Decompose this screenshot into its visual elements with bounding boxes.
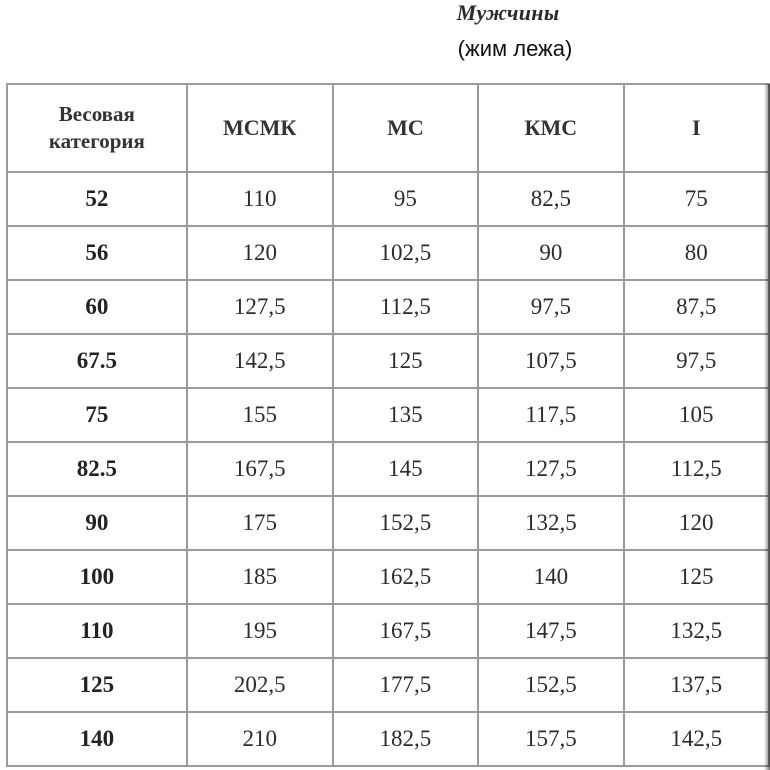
column-header-msmk: МСМК [187, 84, 333, 172]
msmk-cell: 110 [187, 172, 333, 226]
column-header-kms: КМС [478, 84, 623, 172]
table-row [7, 604, 769, 658]
msmk-cell: 202,5 [187, 658, 333, 712]
msmk-cell: 175 [187, 496, 333, 550]
kms-cell: 140 [478, 550, 623, 604]
rank-1-cell: 80 [624, 226, 769, 280]
rank-1-cell: 125 [624, 550, 769, 604]
page-title: Мужчины [456, 0, 560, 25]
kms-cell: 157,5 [478, 712, 623, 766]
ms-cell: 95 [333, 172, 478, 226]
column-header-rank-1: I [624, 84, 769, 172]
kms-cell: 147,5 [478, 604, 623, 658]
kms-cell: 127,5 [478, 442, 623, 496]
rank-1-cell: 132,5 [624, 604, 769, 658]
page-subtitle: (жим лежа) [457, 36, 573, 61]
kms-cell: 152,5 [478, 658, 623, 712]
ms-cell: 125 [333, 334, 478, 388]
weight-class-cell: 140 [7, 712, 187, 766]
column-header-ms: МС [333, 84, 478, 172]
kms-cell: 132,5 [478, 496, 623, 550]
kms-cell: 97,5 [478, 280, 623, 334]
ms-cell: 167,5 [333, 604, 478, 658]
msmk-cell: 210 [187, 712, 333, 766]
msmk-cell: 142,5 [187, 334, 333, 388]
page-edge-shadow [764, 84, 770, 770]
msmk-cell: 195 [187, 604, 333, 658]
msmk-cell: 167,5 [187, 442, 333, 496]
table-row [7, 496, 769, 550]
standards-table [6, 83, 770, 767]
msmk-cell: 155 [187, 388, 333, 442]
weight-class-cell: 110 [7, 604, 187, 658]
table-row [7, 334, 769, 388]
weight-class-cell: 125 [7, 658, 187, 712]
msmk-cell: 127,5 [187, 280, 333, 334]
ms-cell: 145 [333, 442, 478, 496]
kms-cell: 90 [478, 226, 623, 280]
rank-1-cell: 120 [624, 496, 769, 550]
kms-cell: 107,5 [478, 334, 623, 388]
weight-class-cell: 75 [7, 388, 187, 442]
ms-cell: 112,5 [333, 280, 478, 334]
rank-1-cell: 137,5 [624, 658, 769, 712]
table-header [7, 84, 769, 172]
weight-class-cell: 60 [7, 280, 187, 334]
table-body [7, 172, 769, 766]
weight-class-cell: 56 [7, 226, 187, 280]
weight-class-cell: 52 [7, 172, 187, 226]
table-row [7, 712, 769, 766]
table-row [7, 442, 769, 496]
msmk-cell: 120 [187, 226, 333, 280]
ms-cell: 162,5 [333, 550, 478, 604]
ms-cell: 182,5 [333, 712, 478, 766]
table-row [7, 172, 769, 226]
rank-1-cell: 75 [624, 172, 769, 226]
kms-cell: 117,5 [478, 388, 623, 442]
rank-1-cell: 97,5 [624, 334, 769, 388]
rank-1-cell: 112,5 [624, 442, 769, 496]
table-row [7, 388, 769, 442]
header-row [7, 84, 769, 172]
ms-cell: 177,5 [333, 658, 478, 712]
rank-1-cell: 87,5 [624, 280, 769, 334]
table-row [7, 658, 769, 712]
rank-1-cell: 105 [624, 388, 769, 442]
ms-cell: 135 [333, 388, 478, 442]
rank-1-cell: 142,5 [624, 712, 769, 766]
table-row [7, 280, 769, 334]
msmk-cell: 185 [187, 550, 333, 604]
weight-class-cell: 67.5 [7, 334, 187, 388]
ms-cell: 152,5 [333, 496, 478, 550]
kms-cell: 82,5 [478, 172, 623, 226]
weight-class-cell: 82.5 [7, 442, 187, 496]
weight-class-cell: 90 [7, 496, 187, 550]
table-row [7, 226, 769, 280]
column-header-weight-class: Весовая категория [7, 84, 187, 172]
table-row [7, 550, 769, 604]
ms-cell: 102,5 [333, 226, 478, 280]
weight-class-cell: 100 [7, 550, 187, 604]
